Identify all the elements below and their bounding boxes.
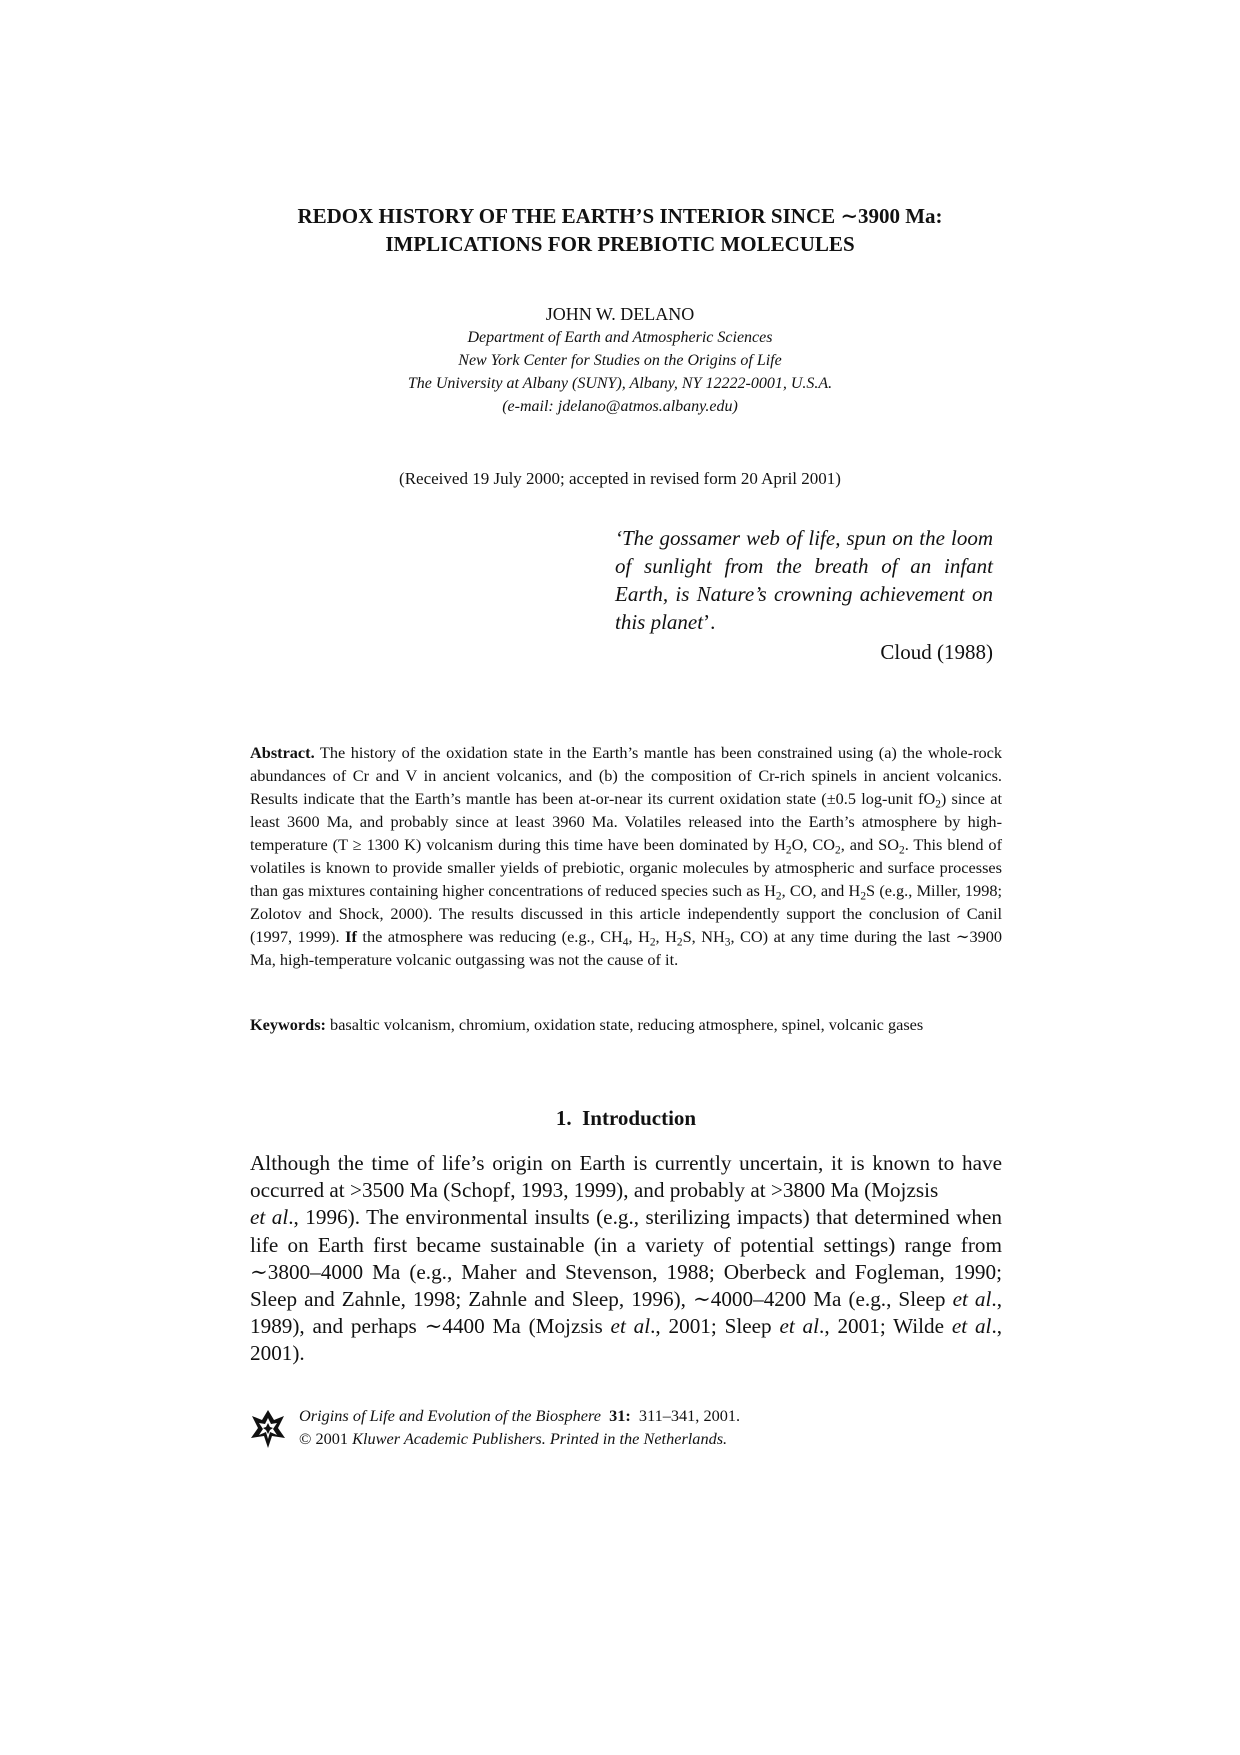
affiliation-department: Department of Earth and Atmospheric Sciences xyxy=(467,329,773,346)
subscript: 2 xyxy=(649,936,656,949)
affiliation-email: (e-mail: jdelano@atmos.albany.edu) xyxy=(502,398,738,415)
abstract-text: . This blend of volatiles is known to provide smaller yields of prebiotic, organic molecules by atmospheric and surface processes than gas mixtures containing higher concentrations of reduced species such as H xyxy=(250,835,1002,900)
et-al: et al xyxy=(951,1314,992,1339)
epigraph-closing: ’. xyxy=(703,610,716,634)
intro-text: ., 2001; Wilde xyxy=(819,1314,945,1339)
abstract-text: , H xyxy=(655,927,677,946)
subscript: 4 xyxy=(622,936,629,949)
keywords xyxy=(250,1013,1002,1036)
abstract-text: , H xyxy=(628,927,650,946)
title-line-1: REDOX HISTORY OF THE EARTH’S INTERIOR SINCE ∼3900 Ma: xyxy=(297,204,943,228)
abstract-text: the atmosphere was reducing (e.g., CH xyxy=(362,927,623,946)
abstract xyxy=(250,741,1002,971)
affiliation-university: The University at Albany (SUNY), Albany, NY 12222-0001, U.S.A. xyxy=(407,375,833,392)
abstract-label: Abstract. xyxy=(250,743,315,762)
author-affiliation xyxy=(200,326,1040,418)
footer-copyright xyxy=(299,1427,740,1450)
publisher-logo-icon xyxy=(250,1408,286,1450)
abstract-text: , and SO xyxy=(840,835,899,854)
footer-text xyxy=(299,1404,740,1450)
intro-text: ., 2001; Sleep xyxy=(650,1314,772,1339)
title-line-2: IMPLICATIONS FOR PREBIOTIC MOLECULES xyxy=(385,232,855,256)
subscript: 2 xyxy=(676,936,683,949)
introduction-paragraph xyxy=(250,1150,1002,1368)
paper-title xyxy=(200,202,1040,258)
subscript: 2 xyxy=(899,844,905,857)
abstract-text: S (e.g., Miller, 1998; Zolotov and Shock, 2000). The results discussed in this article independently support the conclusion of Canil (1997, 1999). xyxy=(250,881,1003,946)
journal-pages: 311–341, 2001. xyxy=(638,1406,741,1425)
subscript: 3 xyxy=(724,936,731,949)
abstract-bold-if: If xyxy=(345,927,357,946)
abstract-text: The history of the oxidation state in the Earth’s mantle has been constrained using (a) the whole-rock abundances of Cr and V in ancient volcanics, and (b) the composition of Cr-rich spinels in ancient volcanics. Results indicate that the Earth’s mantle has been at-or-near its current oxidation state (±0.5 log-unit fO xyxy=(250,743,1002,808)
subscript: 2 xyxy=(860,890,867,903)
et-al: et al xyxy=(779,1314,820,1339)
received-dates: (Received 19 July 2000; accepted in revised form 20 April 2001) xyxy=(399,469,841,488)
footer-citation xyxy=(299,1404,740,1427)
abstract-text: S, NH xyxy=(682,927,725,946)
abstract-text: , CO, and H xyxy=(781,881,861,900)
et-al: et al xyxy=(610,1314,651,1339)
journal-volume: 31: xyxy=(609,1406,631,1425)
keywords-label: Keywords: xyxy=(250,1015,326,1034)
section-number: 1. xyxy=(555,1106,572,1130)
epigraph-quote xyxy=(615,524,993,636)
epigraph-text: ‘The gossamer web of life, spun on the loom of sunlight from the breath of an infant Earth, is Nature’s crowning achievement on this planet xyxy=(615,526,993,634)
author-name: JOHN W. DELANO xyxy=(545,304,695,324)
section-title: Introduction xyxy=(582,1106,697,1130)
intro-text: Although the time of life’s origin on Earth is currently uncertain, it is known to have occurred at >3500 Ma (Schopf, 1993, 1999), and probably at >3800 Ma (Mojzsis xyxy=(250,1151,1002,1203)
copyright-year: © 2001 xyxy=(299,1429,349,1448)
section-heading-introduction xyxy=(250,1104,1002,1132)
subscript: 2 xyxy=(775,890,782,903)
intro-text: ., 1989), and perhaps ∼4400 Ma (Mojzsis xyxy=(250,1287,1002,1339)
subscript: 2 xyxy=(835,844,841,857)
keywords-text: basaltic volcanism, chromium, oxidation state, reducing atmosphere, spinel, volcanic gases xyxy=(330,1015,924,1034)
subscript: 2 xyxy=(935,798,941,811)
journal-name: Origins of Life and Evolution of the Biosphere xyxy=(299,1406,601,1425)
publisher-name: Kluwer Academic Publishers. Printed in the Netherlands. xyxy=(352,1429,728,1448)
intro-text: ., 2001). xyxy=(250,1314,1003,1366)
intro-text: ., 1996). The environmental insults (e.g., sterilizing impacts) that determined when life on Earth first became sustainable (in a variety of potential settings) range from ∼3800–4000 Ma (e.g., Maher and Stevenson, 1988; Oberbeck and Fogleman, 1990; Sleep and Zahnle, 1998; Zahnle and Sleep, 1996), ∼4000–4200 Ma (e.g., Sleep xyxy=(250,1205,1002,1312)
journal-footer xyxy=(250,1404,1010,1454)
abstract-text: ) since at least 3600 Ma, and probably since at least 3960 Ma. Volatiles released into the Earth’s atmosphere by high-temperature (T ≥ 1300 K) volcanism during this time have been dominated by H xyxy=(250,789,1002,854)
affiliation-center: New York Center for Studies on the Origins of Life xyxy=(458,352,782,369)
epigraph-attribution: Cloud (1988) xyxy=(880,640,993,664)
et-al: et al xyxy=(250,1205,289,1230)
subscript: 2 xyxy=(785,844,792,857)
abstract-text: O, CO xyxy=(791,835,836,854)
abstract-text: , CO) at any time during the last ∼3900 Ma, high-temperature volcanic outgassing was not the cause of it. xyxy=(250,927,1003,969)
et-al: et al xyxy=(952,1287,992,1312)
